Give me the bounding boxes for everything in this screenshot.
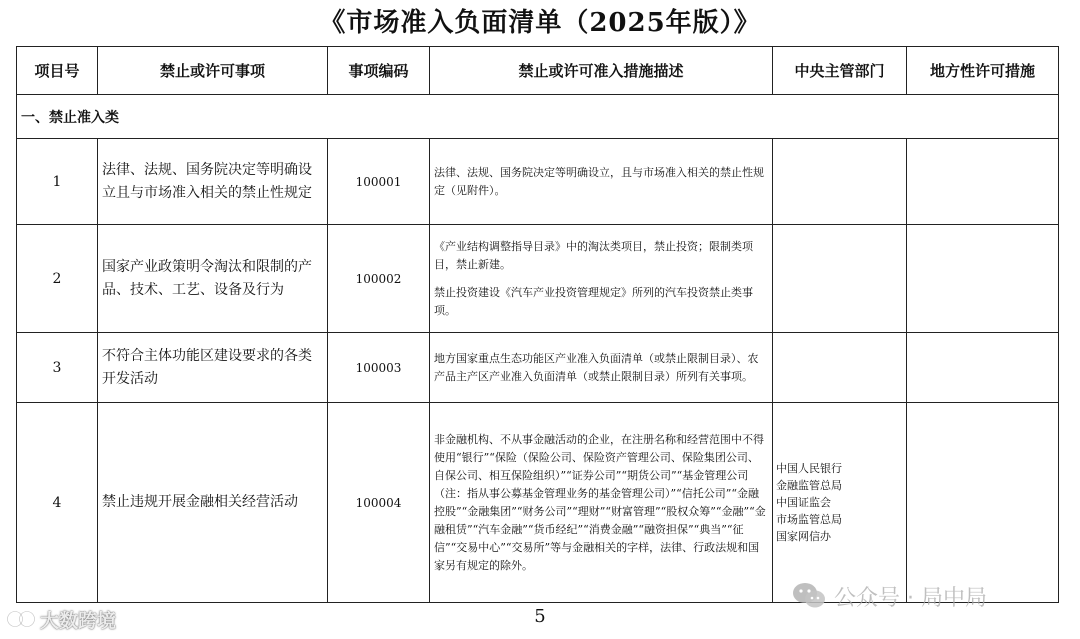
desc-paragraph: 非金融机构、不从事金融活动的企业，在注册名称和经营范围中不得使用“银行”“保险（保险公司、保险资产管理公司、保险集团公司、自保公司、相互保险组织）”“证券公司”“期货公司”“基金管理公司（注：指从事公募基金管理业务的基金管理公司）”“信托公司”“金融控股”“金融集团”“财务公司”“理财”“财富管理”“股权众筹”“金融”“金融租赁”“汽车金融”“货币经纪”“消费金融”“融资担保”“典当”“征信”“交易中心”“交易所”等与金融相关的字样，法律、行政法规和国家另有规定的除外。 <box>434 432 766 572</box>
row-num: 3 <box>17 333 98 403</box>
row-local <box>907 333 1059 403</box>
row-desc <box>430 333 773 403</box>
row-local <box>907 225 1059 333</box>
section-row <box>17 95 1059 139</box>
table-row <box>17 139 1059 225</box>
header-code: 事项编码 <box>328 47 430 95</box>
row-item: 不符合主体功能区建设要求的各类开发活动 <box>98 333 328 403</box>
header-dept: 中央主管部门 <box>773 47 907 95</box>
table-row <box>17 403 1059 603</box>
row-num: 4 <box>17 403 98 603</box>
dept-name: 国家网信办 <box>776 530 831 543</box>
watermark-right <box>792 578 987 614</box>
dept-name: 金融监管总局 <box>776 479 842 492</box>
row-desc <box>430 403 773 603</box>
dept-name: 中国证监会 <box>776 496 831 509</box>
desc-paragraph: 《产业结构调整指导目录》中的淘汰类项目，禁止投资；限制类项目，禁止新建。 <box>434 239 753 271</box>
dept-name: 中国人民银行 <box>776 462 842 475</box>
row-code: 100001 <box>328 139 430 225</box>
row-desc <box>430 225 773 333</box>
section-title: 一、禁止准入类 <box>17 95 1059 139</box>
row-dept <box>773 139 907 225</box>
row-code: 100004 <box>328 403 430 603</box>
row-dept <box>773 225 907 333</box>
header-desc: 禁止或许可准入措施描述 <box>430 47 773 95</box>
row-num: 1 <box>17 139 98 225</box>
header-item: 禁止或许可事项 <box>98 47 328 95</box>
dept-name: 市场监管总局 <box>776 513 842 526</box>
wechat-icon <box>792 581 826 611</box>
watermark-right-text: 公众号 · 局中局 <box>834 585 987 611</box>
row-item: 国家产业政策明令淘汰和限制的产品、技术、工艺、设备及行为 <box>98 225 328 333</box>
row-desc <box>430 139 773 225</box>
row-code: 100002 <box>328 225 430 333</box>
document-title: 《市场准入负面清单（2025年版）》 <box>319 8 761 38</box>
row-item: 禁止违规开展金融相关经营活动 <box>98 403 328 603</box>
row-dept <box>773 333 907 403</box>
table-header-row <box>17 47 1059 95</box>
row-local <box>907 403 1059 603</box>
header-local: 地方性许可措施 <box>907 47 1059 95</box>
header-num: 项目号 <box>17 47 98 95</box>
row-num: 2 <box>17 225 98 333</box>
desc-paragraph: 地方国家重点生态功能区产业准入负面清单（或禁止限制目录）、农产品主产区产业准入负面清单（或禁止限制目录）所列有关事项。 <box>434 351 759 383</box>
page-number: 5 <box>534 606 546 627</box>
table-row <box>17 333 1059 403</box>
watermark-left-text: 大数跨境 <box>40 609 117 632</box>
desc-paragraph: 禁止投资建设《汽车产业投资管理规定》所列的汽车投资禁止类事项。 <box>434 285 753 317</box>
desc-paragraph: 法律、法规、国务院决定等明确设立，且与市场准入相关的禁止性规定（见附件）。 <box>434 165 764 197</box>
table-row <box>17 225 1059 333</box>
negative-list-table <box>16 46 1059 603</box>
brand-logo-icon <box>6 608 36 630</box>
row-local <box>907 139 1059 225</box>
watermark-left <box>6 605 116 633</box>
row-item: 法律、法规、国务院决定等明确设立且与市场准入相关的禁止性规定 <box>98 139 328 225</box>
row-code: 100003 <box>328 333 430 403</box>
row-dept <box>773 403 907 603</box>
